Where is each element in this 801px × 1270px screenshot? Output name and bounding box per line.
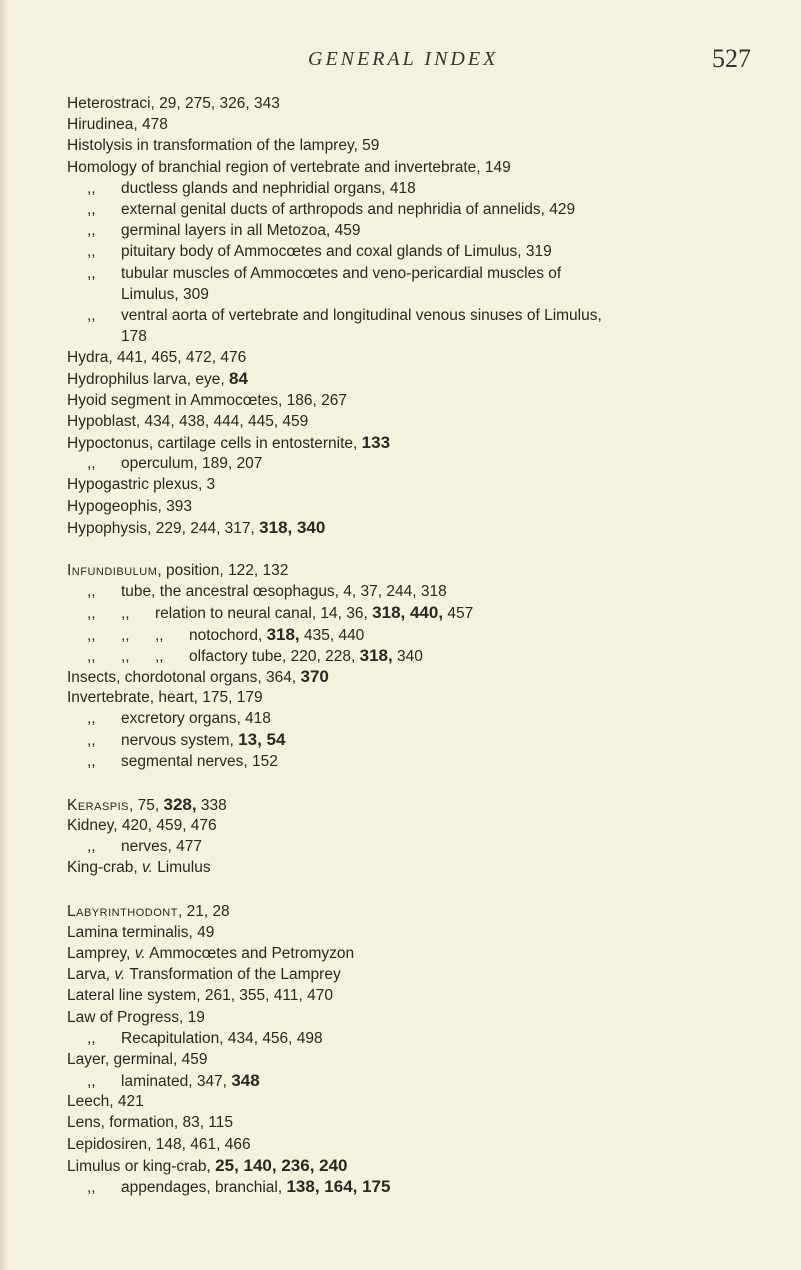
entry-text: 457 — [447, 605, 474, 623]
entry-text: Transformation of the Lamprey — [129, 966, 341, 984]
entry-text: Hypoctonus, cartilage cells in entosternite, — [67, 435, 358, 452]
entry-text: Lepidosiren, 148, 461, 466 — [67, 1135, 251, 1153]
entry-text: Kidney, 420, 459, 476 — [67, 817, 217, 834]
entry-text: Hypogastric plexus, 3 — [67, 476, 216, 494]
index-entry — [67, 1091, 777, 1112]
index-entry — [67, 1134, 777, 1155]
ditto-mark: ,, — [87, 752, 96, 770]
index-entry — [67, 432, 777, 453]
entry-text: 340 — [397, 647, 423, 665]
entry-text: tube, the ancestral œsophagus, 4, 37, 244, 318 — [121, 583, 447, 601]
entry-text: Lamprey, — [67, 944, 131, 962]
index-entry — [67, 1155, 777, 1176]
ditto-mark: ,, — [87, 243, 96, 261]
index-entry — [67, 560, 777, 581]
ditto-mark: ,, — [87, 179, 96, 197]
index-entry — [67, 368, 777, 389]
ditto-mark: ,, — [87, 647, 96, 665]
entry-text: Heterostraci, 29, 275, 326, 343 — [67, 95, 280, 112]
cross-ref-marker: v. — [134, 944, 146, 962]
index-entry — [67, 157, 777, 178]
index-entry — [67, 114, 777, 135]
entry-text: Lamina terminalis, 49 — [67, 923, 215, 941]
entry-text: , 21, 28 — [177, 902, 230, 920]
entry-text: Insects, chordotonal organs, 364, — [67, 668, 297, 686]
index-entry — [67, 411, 777, 432]
entry-text: Lens, formation, 83, 115 — [67, 1114, 234, 1132]
entry-text: excretory organs, 418 — [121, 710, 271, 728]
ditto-mark: ,, — [87, 1073, 96, 1091]
bold-page-ref: 348 — [231, 1071, 260, 1091]
index-subentry — [67, 241, 777, 262]
ditto-mark: ,, — [155, 647, 164, 665]
entry-text: Layer, germinal, 459 — [67, 1050, 208, 1068]
index-subentry — [67, 1070, 777, 1091]
index-subentry — [67, 1028, 777, 1049]
entry-text: notochord, — [189, 626, 263, 644]
ditto-mark: ,, — [87, 710, 96, 728]
entry-text: Law of Progress, 19 — [67, 1008, 205, 1026]
ditto-mark: ,, — [121, 626, 130, 644]
index-entry — [67, 815, 777, 836]
index-entry — [67, 135, 777, 156]
section-headword: Labyrinthodont — [67, 902, 178, 920]
index-entry — [67, 901, 777, 922]
entry-text: Homology of branchial region of vertebrate and invertebrate, 149 — [67, 158, 511, 176]
entry-text: Hypogeophis, 393 — [67, 497, 192, 515]
bold-page-ref: 13, 54 — [238, 730, 286, 750]
bold-page-ref: 84 — [228, 369, 248, 389]
index-subentry — [67, 729, 777, 750]
index-subentry — [67, 220, 777, 241]
index-entry — [67, 517, 777, 538]
index-entry — [67, 794, 777, 815]
entry-text: , 75, — [129, 796, 160, 814]
ditto-mark: ,, — [87, 222, 96, 240]
bold-page-ref: 318, 340 — [259, 517, 326, 537]
entry-text: nerves, 477 — [121, 838, 202, 856]
index-subentry — [67, 453, 777, 474]
index-entry — [67, 390, 777, 411]
index-subentry — [67, 305, 777, 326]
cross-ref-marker: v. — [141, 859, 153, 877]
ditto-mark: ,, — [87, 306, 96, 324]
section-headword: Keraspis — [67, 796, 130, 814]
ditto-mark: ,, — [121, 647, 130, 665]
entry-text: 435, 440 — [303, 626, 365, 644]
entry-text: Hirudinea, 478 — [67, 116, 168, 134]
ditto-mark: ,, — [87, 1029, 96, 1047]
entry-text: Lateral line system, 261, 355, 411, 470 — [67, 987, 333, 1005]
index-entry — [67, 964, 777, 985]
entry-text: Leech, 421 — [67, 1093, 144, 1111]
index-entry — [67, 857, 777, 878]
entry-text: Limulus — [157, 859, 211, 877]
index-subentry — [67, 708, 777, 729]
bold-page-ref: 133 — [361, 433, 391, 452]
entry-text: external genital ducts of arthropods and nephridia of annelids, 429 — [121, 200, 576, 218]
ditto-mark: ,, — [87, 838, 96, 856]
page-title: GENERAL INDEX — [308, 48, 499, 70]
index-subentry — [67, 199, 777, 220]
entry-text: relation to neural canal, 14, 36, — [155, 605, 368, 623]
index-entry — [67, 943, 777, 964]
cross-ref-marker: v. — [114, 966, 126, 984]
index-entry — [67, 496, 777, 517]
entry-text: germinal layers in all Metozoa, 459 — [121, 222, 361, 240]
entry-text: laminated, 347, — [121, 1073, 227, 1091]
index-subentry — [67, 836, 777, 857]
entry-text: Recapitulation, 434, 456, 498 — [121, 1029, 323, 1047]
index-subentry — [67, 581, 777, 602]
index-subentry — [67, 263, 777, 284]
index-continuation — [67, 284, 777, 305]
index-entry — [67, 985, 777, 1006]
index-entry — [67, 666, 777, 687]
entry-text: olfactory tube, 220, 228, — [189, 647, 356, 665]
index-entry — [67, 1112, 777, 1133]
entry-text: Hydra, 441, 465, 472, 476 — [67, 349, 247, 367]
index-continuation — [67, 326, 777, 347]
bold-page-ref: 318, — [266, 624, 300, 644]
ditto-mark: ,, — [155, 626, 164, 644]
entry-text: 338 — [200, 796, 227, 814]
index-subentry — [67, 602, 777, 623]
entry-text: Hypophysis, 229, 244, 317, — [67, 519, 255, 537]
entry-text: Hyoid segment in Ammocœtes, 186, 267 — [67, 391, 347, 409]
ditto-mark: ,, — [87, 264, 96, 282]
index-entry — [67, 474, 777, 495]
index-entry — [67, 922, 777, 943]
index-subentry — [67, 178, 777, 199]
entry-text: segmental nerves, 152 — [121, 752, 278, 770]
index-entry — [67, 687, 777, 708]
index-entry — [67, 1007, 777, 1028]
bold-page-ref: 370 — [300, 666, 329, 686]
index-subentry — [67, 624, 777, 645]
entry-text: Hydrophilus larva, eye, — [67, 371, 225, 389]
entry-text: Limulus or king-crab, — [67, 1157, 211, 1175]
entry-text: pituitary body of Ammocœtes and coxal glands of Limulus, 319 — [121, 243, 552, 261]
bold-page-ref: 328, — [163, 794, 197, 814]
ditto-mark: ,, — [87, 200, 96, 218]
entry-text: tubular muscles of Ammocœtes and veno-pericardial muscles of — [121, 264, 562, 282]
entry-text: Invertebrate, heart, 175, 179 — [67, 689, 263, 707]
entry-text: ventral aorta of vertebrate and longitudinal venous sinuses of Limulus, — [121, 306, 602, 324]
section-gap — [67, 879, 777, 901]
ditto-mark: ,, — [87, 1179, 96, 1196]
index-list — [67, 93, 777, 1197]
entry-text: King-crab, — [67, 859, 138, 877]
ditto-mark: ,, — [87, 605, 96, 623]
entry-text: operculum, 189, 207 — [121, 455, 263, 473]
bold-page-ref: 25, 140, 236, 240 — [215, 1155, 348, 1175]
entry-text: ductless glands and nephridial organs, 418 — [121, 179, 416, 197]
entry-text: , position, 122, 132 — [157, 561, 289, 579]
page-number: 527 — [712, 44, 751, 73]
entry-text: Ammocœtes and Petromyzon — [149, 944, 355, 962]
section-gap — [67, 772, 777, 794]
ditto-mark: ,, — [87, 583, 96, 601]
bold-page-ref: 318, — [359, 645, 393, 665]
index-subentry — [67, 751, 777, 772]
index-entry — [67, 347, 777, 368]
entry-text: Larva, — [67, 966, 111, 984]
entry-text: Histolysis in transformation of the lamprey, 59 — [67, 137, 380, 155]
entry-text: Hypoblast, 434, 438, 444, 445, 459 — [67, 412, 309, 430]
ditto-mark: ,, — [121, 605, 130, 623]
index-subentry — [67, 645, 777, 666]
entry-text: appendages, branchial, — [121, 1179, 283, 1196]
ditto-mark: ,, — [87, 732, 96, 750]
ditto-mark: ,, — [87, 455, 96, 473]
section-gap — [67, 538, 777, 560]
index-subentry — [67, 1176, 777, 1197]
bold-page-ref: 138, 164, 175 — [286, 1177, 391, 1196]
ditto-mark: ,, — [87, 626, 96, 644]
index-entry — [67, 1049, 777, 1070]
entry-text: Limulus, 309 — [121, 285, 209, 303]
entry-text: nervous system, — [121, 732, 234, 750]
bold-page-ref: 318, 440, — [372, 603, 444, 623]
running-header — [0, 42, 801, 82]
section-headword: Infundibulum — [67, 561, 158, 579]
page-edge-shadow — [0, 0, 8, 1270]
entry-text: 178 — [121, 328, 147, 346]
index-entry — [67, 93, 777, 114]
